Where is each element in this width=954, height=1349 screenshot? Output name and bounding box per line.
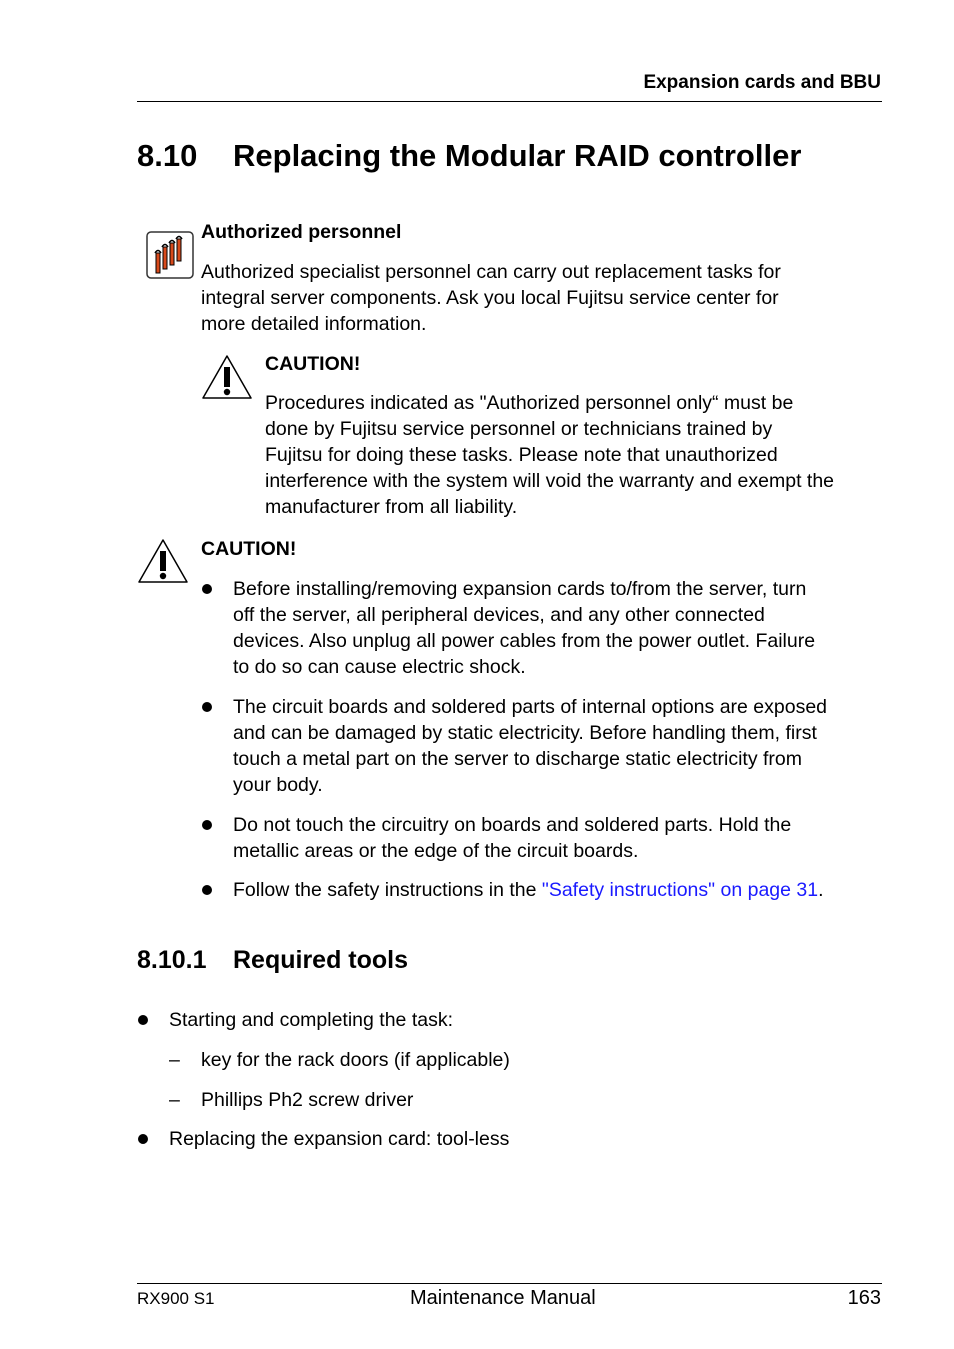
section-heading	[137, 138, 801, 174]
caution1-line: Procedures indicated as "Authorized personnel only“ must be	[265, 392, 794, 414]
tools-subitem: key for the rack doors (if applicable)	[201, 1049, 510, 1071]
footer-manual: Maintenance Manual	[410, 1287, 596, 1309]
caution1-line: done by Fujitsu service personnel or technicians trained by	[265, 418, 773, 440]
caution1-line: manufacturer from all liability.	[265, 496, 518, 518]
caution2-bullet	[233, 877, 824, 903]
bullet-dot	[202, 702, 212, 712]
caution2-heading: CAUTION!	[201, 538, 297, 560]
authorized-line: Authorized specialist personnel can carry out replacement tasks for	[201, 261, 781, 283]
authorized-line: integral server components. Ask you local Fujitsu service center for	[201, 287, 779, 309]
safety-instructions-link[interactable]: "Safety instructions" on page 31	[541, 879, 819, 901]
header-rule	[137, 101, 882, 102]
warning-icon	[136, 537, 190, 590]
bullet-line: touch a metal part on the server to discharge static electricity from	[233, 748, 802, 770]
dash: –	[169, 1089, 180, 1111]
bullet-dot	[138, 1015, 148, 1025]
footer-rule	[137, 1283, 882, 1284]
page-number: 163	[847, 1287, 881, 1309]
section-number: 8.10	[137, 138, 198, 173]
authorized-line: more detailed information.	[201, 313, 427, 335]
tools-item: Replacing the expansion card: tool-less	[169, 1128, 510, 1150]
subsection-title: Required tools	[233, 946, 409, 974]
bullet-text: Follow the safety instructions in the	[233, 879, 542, 901]
bullet-dot	[138, 1134, 148, 1144]
tools-subitem: Phillips Ph2 screw driver	[201, 1089, 414, 1111]
bullet-line: to do so can cause electric shock.	[233, 656, 526, 678]
caution1-line: Fujitsu for doing these tasks. Please note that unauthorized	[265, 444, 778, 466]
bullet-line: devices. Also unplug all power cables from the power outlet. Failure	[233, 630, 816, 652]
subsection-heading	[137, 946, 408, 975]
warning-icon	[200, 353, 254, 406]
bullet-dot	[202, 820, 212, 830]
tools-icon	[146, 231, 194, 284]
dash: –	[169, 1049, 180, 1071]
caution2-bullet	[233, 576, 815, 680]
bullet-dot	[202, 584, 212, 594]
authorized-text	[201, 259, 781, 337]
running-header: Expansion cards and BBU	[643, 72, 881, 93]
bullet-line: metallic areas or the edge of the circuit boards.	[233, 840, 639, 862]
bullet-line: and can be damaged by static electricity. Before handling them, first	[233, 722, 817, 744]
bullet-text: .	[818, 879, 824, 901]
bullet-line: The circuit boards and soldered parts of internal options are exposed	[233, 696, 828, 718]
subsection-number: 8.10.1	[137, 946, 207, 974]
caution1-text	[265, 390, 834, 520]
bullet-dot	[202, 885, 212, 895]
section-title: Replacing the Modular RAID controller	[233, 138, 802, 173]
caution2-bullet	[233, 694, 827, 798]
caution1-heading: CAUTION!	[265, 353, 361, 375]
authorized-heading: Authorized personnel	[201, 221, 402, 243]
tools-item: Starting and completing the task:	[169, 1009, 453, 1031]
footer-model: RX900 S1	[137, 1289, 215, 1308]
caution2-bullet	[233, 812, 791, 864]
bullet-line: your body.	[233, 774, 323, 796]
caution1-line: interference with the system will void the warranty and exempt the	[265, 470, 835, 492]
bullet-line: off the server, all peripheral devices, and any other connected	[233, 604, 765, 626]
bullet-line: Do not touch the circuitry on boards and soldered parts. Hold the	[233, 814, 792, 836]
bullet-line: Before installing/removing expansion cards to/from the server, turn	[233, 578, 807, 600]
